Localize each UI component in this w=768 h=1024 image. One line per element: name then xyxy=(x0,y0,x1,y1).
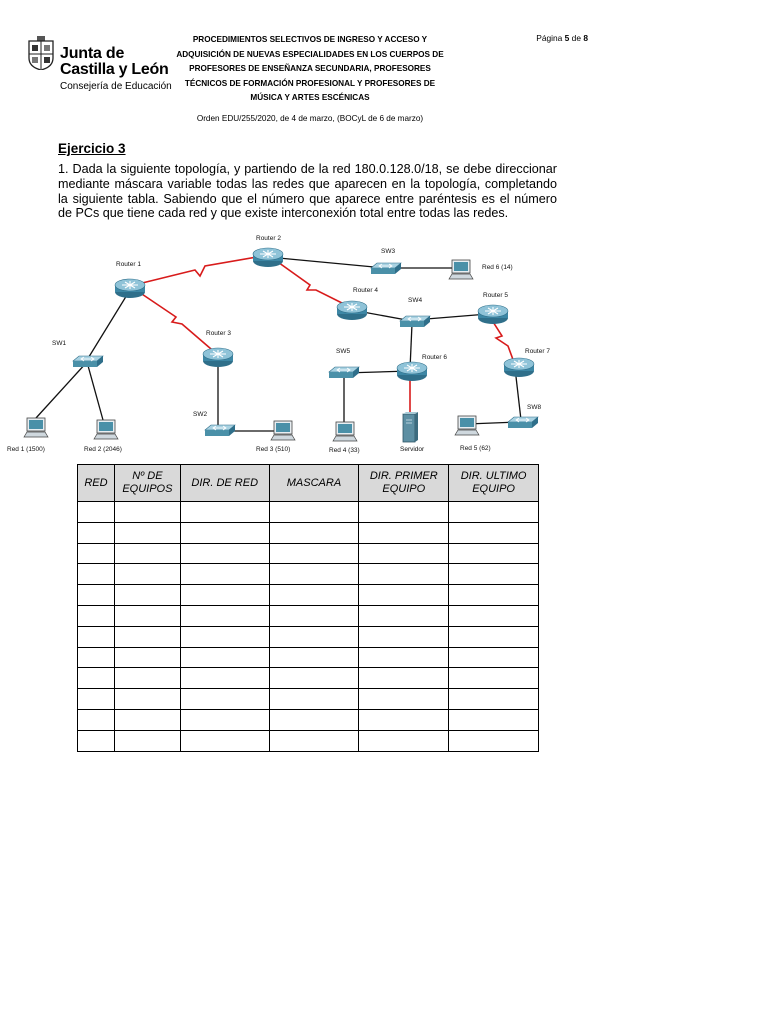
table-row xyxy=(78,647,539,668)
page-number xyxy=(508,33,588,43)
table-cell[interactable] xyxy=(78,564,115,585)
ethernet-links xyxy=(36,257,521,431)
section-title: Ejercicio 3 xyxy=(58,141,126,156)
table-cell[interactable] xyxy=(114,709,180,730)
link-router1-router3 xyxy=(130,286,218,355)
table-cell[interactable] xyxy=(114,543,180,564)
table-cell[interactable] xyxy=(78,522,115,543)
table-cell[interactable] xyxy=(114,647,180,668)
page-total: 8 xyxy=(583,33,588,43)
table-row xyxy=(78,502,539,523)
table-cell[interactable] xyxy=(180,647,269,668)
table-cell[interactable] xyxy=(359,585,449,606)
switch-sw2-icon xyxy=(205,425,235,436)
table-cell[interactable] xyxy=(180,626,269,647)
table-cell[interactable] xyxy=(269,605,359,626)
table-cell[interactable] xyxy=(269,668,359,689)
table-cell[interactable] xyxy=(114,626,180,647)
label-sw4: SW4 xyxy=(408,297,423,304)
label-router3: Router 3 xyxy=(206,330,231,337)
table-cell[interactable] xyxy=(180,564,269,585)
table-row xyxy=(78,543,539,564)
table-row xyxy=(78,709,539,730)
pc-red6-icon xyxy=(449,260,473,279)
switch-sw5-icon xyxy=(329,367,359,378)
logo-line-3: Consejería de Educación xyxy=(60,81,172,92)
table-cell[interactable] xyxy=(78,543,115,564)
table-cell[interactable] xyxy=(114,730,180,751)
router-5-icon xyxy=(478,305,508,324)
label-red1: Red 1 (1500) xyxy=(7,446,45,453)
label-router5: Router 5 xyxy=(483,292,508,299)
pc-red4-icon xyxy=(333,422,357,441)
link-router1-router2 xyxy=(130,255,268,286)
link-sw1-red2 xyxy=(87,362,103,420)
link-router1-sw1 xyxy=(87,290,130,360)
table-cell[interactable] xyxy=(449,730,539,751)
table-body xyxy=(78,502,539,752)
pc-red5-icon xyxy=(455,416,479,435)
table-cell[interactable] xyxy=(180,522,269,543)
label-router4: Router 4 xyxy=(353,287,378,294)
table-cell[interactable] xyxy=(359,647,449,668)
label-red2: Red 2 (2046) xyxy=(84,446,122,453)
table-row xyxy=(78,626,539,647)
table-cell[interactable] xyxy=(180,605,269,626)
table-cell[interactable] xyxy=(114,522,180,543)
problem-statement: 1. Dada la siguiente topología, y partiendo de la red 180.0.128.0/18, se debe direccionar mediante máscara variable todas las redes que aparecen en la topología, completando la siguiente tabla. Sabiendo que el número que aparece entre paréntesis es el número de PCs que tiene cada red y que existe interconexión total entre todas las redes. xyxy=(58,162,557,221)
table-cell[interactable] xyxy=(269,626,359,647)
orden-reference: Orden EDU/255/2020, de 4 de marzo, (BOCyL de 6 de marzo) xyxy=(196,114,424,123)
label-red5: Red 5 (62) xyxy=(460,445,491,452)
junta-logo xyxy=(28,34,172,94)
link-sw1-red1 xyxy=(36,362,87,418)
table-cell[interactable] xyxy=(180,668,269,689)
header-title-line: ADQUISICIÓN DE NUEVAS ESPECIALIDADES EN LOS CUERPOS DE xyxy=(176,49,444,59)
router-7-icon xyxy=(504,358,534,377)
header-dir-red: DIR. DE RED xyxy=(180,465,269,502)
table-cell[interactable] xyxy=(114,668,180,689)
table-cell[interactable] xyxy=(78,626,115,647)
table-cell[interactable] xyxy=(269,730,359,751)
table-cell[interactable] xyxy=(449,689,539,710)
router-6-icon xyxy=(397,362,427,381)
table-cell[interactable] xyxy=(78,730,115,751)
header-mascara: MASCARA xyxy=(269,465,359,502)
table-cell[interactable] xyxy=(114,605,180,626)
router-3-icon xyxy=(203,348,233,367)
table-cell[interactable] xyxy=(359,502,449,523)
table-row xyxy=(78,605,539,626)
table-cell[interactable] xyxy=(359,689,449,710)
router-1-icon xyxy=(115,279,145,298)
table-cell[interactable] xyxy=(180,543,269,564)
switch-sw1-icon xyxy=(73,356,103,367)
table-cell[interactable] xyxy=(78,689,115,710)
table-cell[interactable] xyxy=(359,626,449,647)
table-cell[interactable] xyxy=(269,543,359,564)
table-cell[interactable] xyxy=(78,647,115,668)
label-servidor: Servidor xyxy=(400,446,425,453)
table-cell[interactable] xyxy=(114,502,180,523)
table-cell[interactable] xyxy=(269,689,359,710)
table-row xyxy=(78,668,539,689)
label-router6: Router 6 xyxy=(422,354,447,361)
table-cell[interactable] xyxy=(359,543,449,564)
table-header-row xyxy=(78,465,539,502)
table-cell[interactable] xyxy=(449,564,539,585)
table-cell[interactable] xyxy=(449,543,539,564)
router-2-icon xyxy=(253,248,283,267)
table-cell[interactable] xyxy=(269,585,359,606)
table-cell[interactable] xyxy=(114,585,180,606)
label-sw5: SW5 xyxy=(336,348,351,355)
page-separator: de xyxy=(569,33,584,43)
table-cell[interactable] xyxy=(269,564,359,585)
table-cell[interactable] xyxy=(359,605,449,626)
switch-sw4-icon xyxy=(400,316,430,327)
addressing-table xyxy=(77,464,539,752)
table-cell[interactable] xyxy=(180,585,269,606)
label-router1: Router 1 xyxy=(116,261,141,268)
label-sw1: SW1 xyxy=(52,340,67,347)
logo-line-2: Castilla y León xyxy=(60,61,169,78)
switch-sw3-icon xyxy=(371,263,401,274)
table-cell[interactable] xyxy=(359,522,449,543)
label-red4: Red 4 (33) xyxy=(329,447,360,454)
server-icon xyxy=(403,412,418,442)
header-title xyxy=(165,33,455,106)
header-title-line: MÚSICA Y ARTES ESCÉNICAS xyxy=(250,93,370,102)
table-cell[interactable] xyxy=(449,647,539,668)
coat-of-arms-icon xyxy=(28,36,54,70)
table-row xyxy=(78,585,539,606)
table-cell[interactable] xyxy=(114,689,180,710)
page-current: 5 xyxy=(564,33,570,43)
table-cell[interactable] xyxy=(449,605,539,626)
switch-sw8-icon xyxy=(508,417,538,428)
label-router7: Router 7 xyxy=(525,348,550,355)
table-cell[interactable] xyxy=(269,502,359,523)
router-4-icon xyxy=(337,301,367,320)
table-cell[interactable] xyxy=(449,626,539,647)
table-cell[interactable] xyxy=(359,730,449,751)
table-cell[interactable] xyxy=(359,709,449,730)
table-row xyxy=(78,730,539,751)
table-cell[interactable] xyxy=(449,502,539,523)
table-cell[interactable] xyxy=(359,668,449,689)
table-cell[interactable] xyxy=(359,564,449,585)
table-cell[interactable] xyxy=(180,689,269,710)
logo-line-1: Junta de xyxy=(60,45,125,62)
table-cell[interactable] xyxy=(78,709,115,730)
label-sw2: SW2 xyxy=(193,411,208,418)
table-row xyxy=(78,564,539,585)
header-title-line: PROFESORES DE ENSEÑANZA SECUNDARIA, PROFESORES xyxy=(189,64,431,73)
header-title-line: PROCEDIMIENTOS SELECTIVOS DE INGRESO Y ACCESO Y xyxy=(192,35,428,44)
header-red: RED xyxy=(78,465,115,502)
label-sw8: SW8 xyxy=(527,404,542,411)
page-prefix: Página xyxy=(536,33,565,43)
table-cell[interactable] xyxy=(449,522,539,543)
table-cell[interactable] xyxy=(449,709,539,730)
table-cell[interactable] xyxy=(269,709,359,730)
table-cell[interactable] xyxy=(269,522,359,543)
pc-red3-icon xyxy=(271,421,295,440)
table-row xyxy=(78,689,539,710)
label-router2: Router 2 xyxy=(256,235,281,242)
table-cell[interactable] xyxy=(78,585,115,606)
table-cell[interactable] xyxy=(180,502,269,523)
table-row xyxy=(78,522,539,543)
table-cell[interactable] xyxy=(78,502,115,523)
table-cell[interactable] xyxy=(269,647,359,668)
table-cell[interactable] xyxy=(114,564,180,585)
link-router2-sw3 xyxy=(268,257,385,268)
label-red3: Red 3 (510) xyxy=(256,446,291,453)
label-sw3: SW3 xyxy=(381,248,396,255)
header-title-line: TÉCNICOS DE FORMACIÓN PROFESIONAL Y PROFESORES DE xyxy=(184,78,436,88)
header-dir-primer-equipo: DIR. PRIMER EQUIPO xyxy=(359,465,449,502)
pc-red2-icon xyxy=(94,420,118,439)
network-topology-diagram xyxy=(0,226,768,462)
label-red6: Red 6 (14) xyxy=(482,264,513,271)
header-dir-ultimo-equipo: DIR. ULTIMO EQUIPO xyxy=(449,465,539,502)
pc-red1-icon xyxy=(24,418,48,437)
table-cell[interactable] xyxy=(449,585,539,606)
table-cell[interactable] xyxy=(78,668,115,689)
table-cell[interactable] xyxy=(180,709,269,730)
table-cell[interactable] xyxy=(449,668,539,689)
header-num-equipos: Nº DE EQUIPOS xyxy=(114,465,180,502)
table-cell[interactable] xyxy=(180,730,269,751)
table-cell[interactable] xyxy=(78,605,115,626)
